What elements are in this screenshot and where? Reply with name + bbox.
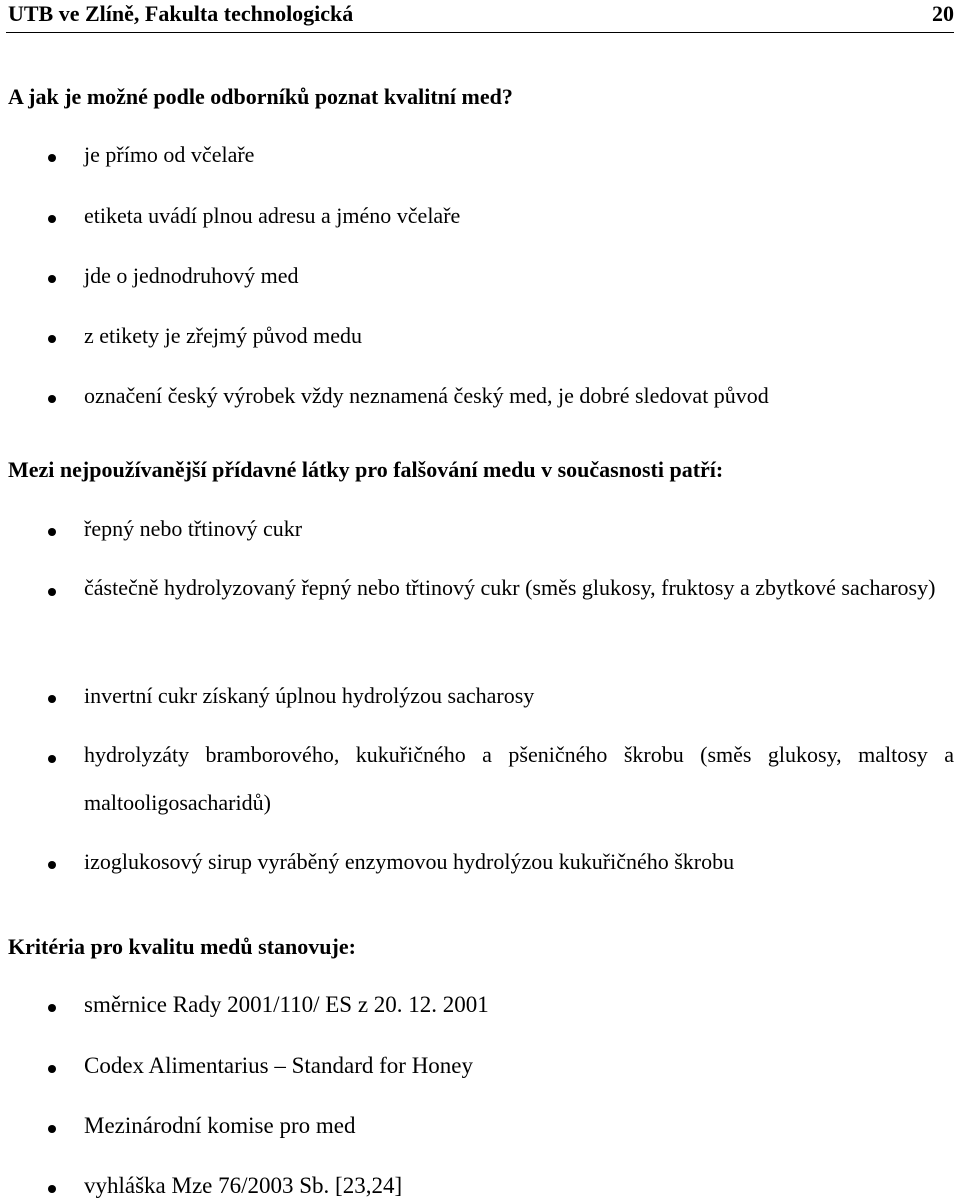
- bullet-icon: [48, 695, 56, 703]
- bullet-icon: [48, 1185, 56, 1193]
- bullet-icon: [48, 335, 56, 343]
- section-heading-quality: A jak je možné podle odborníků poznat kvalitní med?: [8, 84, 513, 109]
- list-item-text: směrnice Rady 2001/110/ ES z 20. 12. 2001: [84, 992, 489, 1017]
- page-number: 20: [932, 1, 954, 26]
- bullet-icon: [48, 1004, 56, 1012]
- list-item-text: vyhláška Mze 76/2003 Sb. [23,24]: [84, 1173, 403, 1198]
- list-item-text: je přímo od včelaře: [84, 142, 255, 167]
- list-item-text: z etikety je zřejmý původ medu: [84, 323, 362, 348]
- bullet-icon: [48, 755, 56, 763]
- list-item-text: izoglukosový sirup vyráběný enzymovou hydrolýzou kukuřičného škrobu: [84, 849, 735, 874]
- header-title: UTB ve Zlíně, Fakulta technologická: [8, 1, 354, 26]
- bullet-icon: [48, 861, 56, 869]
- bullet-icon: [48, 154, 56, 162]
- bullet-icon: [48, 395, 56, 403]
- list-item-text: označení český výrobek vždy neznamená český med, je dobré sledovat původ: [84, 383, 769, 408]
- section-heading-criteria: Kritéria pro kvalitu medů stanovuje:: [8, 934, 356, 959]
- list-item-text: Codex Alimentarius – Standard for Honey: [84, 1053, 474, 1078]
- bullet-icon: [48, 588, 56, 596]
- list-item-text: jde o jednodruhový med: [84, 263, 299, 288]
- bullet-icon: [48, 275, 56, 283]
- list-item-text: částečně hydrolyzovaný řepný nebo třtinový cukr (směs glukosy, fruktosy a zbytkové sacharosy): [84, 575, 936, 600]
- page-header: [6, 0, 954, 33]
- bullet-icon: [48, 215, 56, 223]
- list-item-text: etiketa uvádí plnou adresu a jméno včelaře: [84, 203, 461, 228]
- bullet-icon: [48, 1125, 56, 1133]
- section-heading-adulterants: Mezi nejpoužívanější přídavné látky pro falšování medu v současnosti patří:: [8, 457, 724, 482]
- bullet-icon: [48, 528, 56, 536]
- list-item-text: Mezinárodní komise pro med: [84, 1113, 356, 1138]
- list-item-text: invertní cukr získaný úplnou hydrolýzou sacharosy: [84, 683, 535, 708]
- bullet-icon: [48, 1065, 56, 1073]
- list-item-text: hydrolyzáty bramborového, kukuřičného a pšeničného škrobu (směs glukosy, maltosy a maltooligosacharidů): [84, 742, 954, 815]
- list-item-text: řepný nebo třtinový cukr: [84, 516, 303, 541]
